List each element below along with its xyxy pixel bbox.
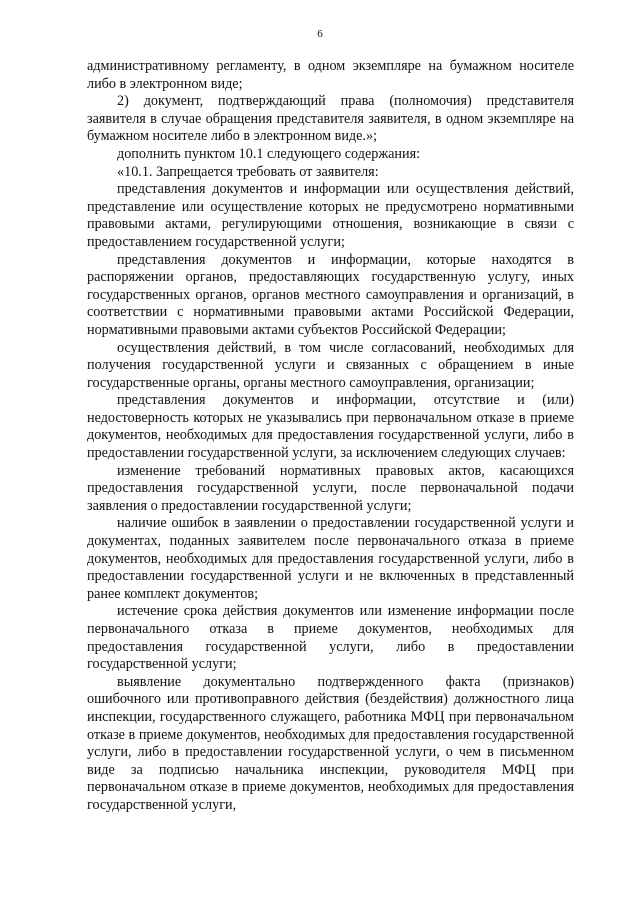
paragraph-prohibition-1: представления документов и информации или осуществления действий, представление или осуществление которых не предусмотрено нормативными правовыми актами, регулирующими отношения, возникающие в связи с предоставлением государственной услуги; <box>87 181 574 250</box>
paragraph-prohibition-4: представления документов и информации, отсутствие и (или) недостоверность которых не указывались при первоначальном отказе в приеме документов, необходимых для предоставления государственной услуги, либо в предоставлении государственной услуги, за исключением следующих случаев: <box>87 392 574 462</box>
paragraph-continuation: административному регламенту, в одном экземпляре на бумажном носителе либо в электронном виде; <box>87 58 574 92</box>
paragraph-exception-4: выявление документально подтвержденного факта (признаков) ошибочного или противоправного действия (бездействия) должностного лица инспекции, государственного служащего, работника МФЦ при первоначальном отказе в приеме документов, необходимых для предоставления государственной услуги, либо в предоставлении государственной услуги, о чем в письменном виде за подписью начальника инспекции, руководителя МФЦ при первоначальном отказе в приеме документов, необходимых для предоставления государственной услуги, <box>87 673 574 813</box>
paragraph-exception-1: изменение требований нормативных правовых актов, касающихся предоставления государственной услуги, после первоначальной подачи заявления о предоставлении государственной услуги; <box>87 462 574 514</box>
paragraph-clause-10-1: «10.1. Запрещается требовать от заявителя: <box>117 163 379 180</box>
paragraph-prohibition-3: осуществления действий, в том числе согласований, необходимых для получения государственной услуги и связанных с обращением в иные государственные органы, органы местного самоуправления, организации; <box>87 339 574 391</box>
paragraph-exception-2: наличие ошибок в заявлении о предоставлении государственной услуги и документах, поданных заявителем после первоначального отказа в приеме документов, необходимых для предоставления государственной услуги, либо в предоставлении государственной услуги и не включенных в представленный ранее комплект документов; <box>87 515 574 602</box>
paragraph-representative-document: 2) документ, подтверждающий права (полномочия) представителя заявителя в случае обращения представителя заявителя, в одном экземпляре на бумажном носителе либо в электронном виде.»; <box>87 93 574 145</box>
paragraph-add-clause: дополнить пунктом 10.1 следующего содержания: <box>117 145 421 162</box>
paragraph-prohibition-2: представления документов и информации, которые находятся в распоряжении органов, предоставляющих государственную услугу, иных государственных органов, органов местного самоуправления и организаций, в соответствии с нормативными правовыми актами Российской Федерации, нормативными правовыми актами субъектов Российской Федерации; <box>87 251 574 338</box>
page-number: 6 <box>317 28 323 40</box>
document-body <box>87 58 574 815</box>
paragraph-exception-3: истечение срока действия документов или изменение информации после первоначального отказа в приеме документов, необходимых для предоставления государственной услуги, либо в предоставлении государственной услуги; <box>87 603 574 673</box>
